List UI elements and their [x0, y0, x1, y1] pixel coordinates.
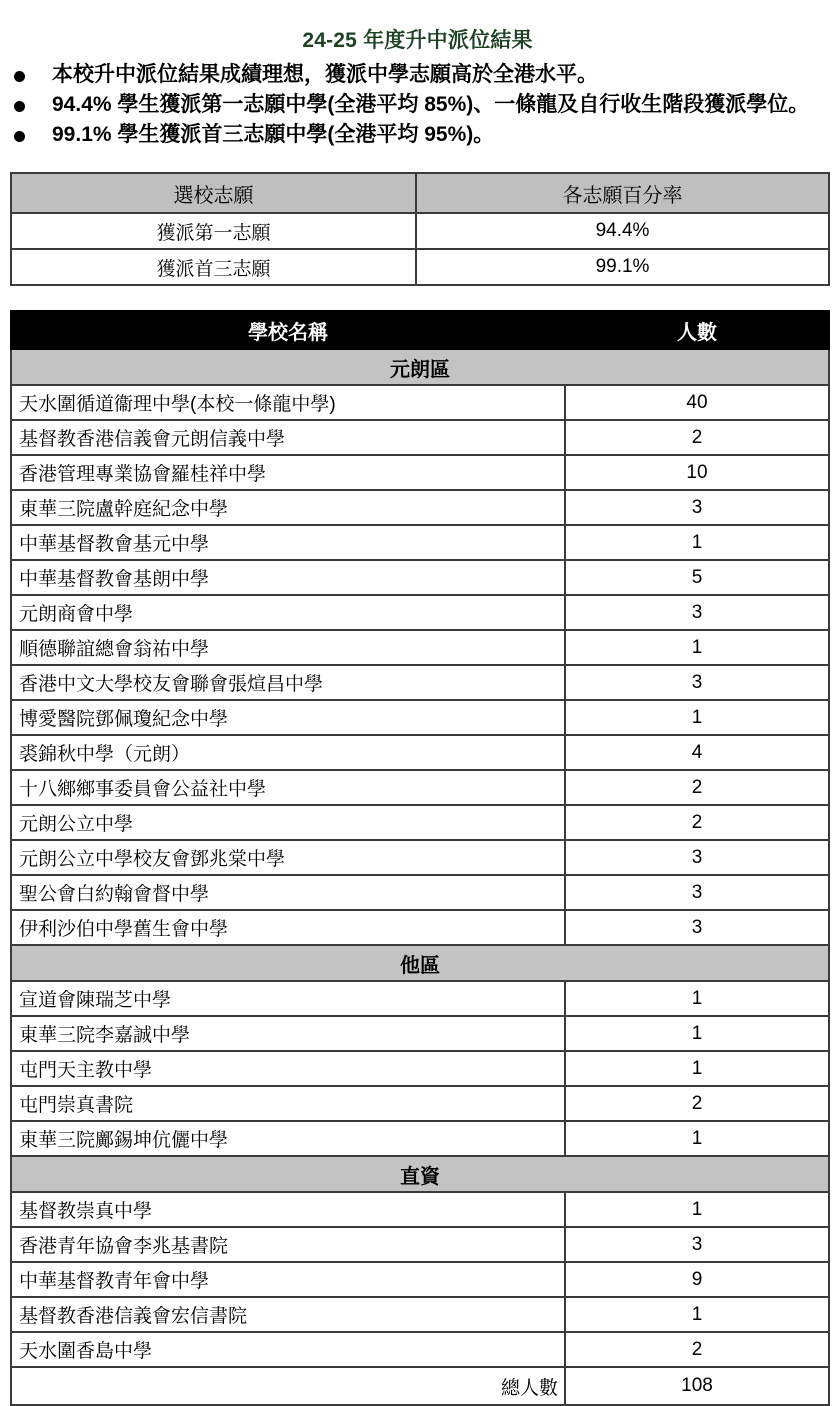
- section-title: 他區: [11, 945, 829, 981]
- cell-count: 10: [565, 455, 829, 490]
- table-row: [11, 385, 829, 420]
- table-row: [11, 630, 829, 665]
- table-row: [11, 1297, 829, 1332]
- table-row: [11, 525, 829, 560]
- summary-bullet-list: [0, 61, 835, 150]
- cell-count: 1: [565, 1016, 829, 1051]
- table-header-row: [11, 173, 829, 213]
- cell-count: 3: [565, 840, 829, 875]
- cell-school-name: 宣道會陳瑞芝中學: [11, 981, 565, 1016]
- cell-count: 40: [565, 385, 829, 420]
- bullet-dot-icon: [14, 71, 25, 82]
- table-row: [11, 910, 829, 945]
- section-title: 元朗區: [11, 349, 829, 385]
- cell-choice: 獲派首三志願: [11, 249, 416, 285]
- table-row: [11, 249, 829, 285]
- section-header-row: [11, 349, 829, 385]
- cell-count: 2: [565, 770, 829, 805]
- cell-school-name: 中華基督教青年會中學: [11, 1262, 565, 1297]
- table-row: [11, 981, 829, 1016]
- table-row: [11, 1121, 829, 1156]
- cell-count: 2: [565, 1086, 829, 1121]
- table-row: [11, 490, 829, 525]
- table-row: [11, 1086, 829, 1121]
- column-header-count: 人數: [565, 311, 829, 349]
- table-row: [11, 1051, 829, 1086]
- cell-count: 3: [565, 595, 829, 630]
- cell-count: 9: [565, 1262, 829, 1297]
- cell-count: 1: [565, 1121, 829, 1156]
- cell-count: 1: [565, 525, 829, 560]
- table-row: [11, 1227, 829, 1262]
- table-row: [11, 595, 829, 630]
- cell-school-name: 元朗公立中學校友會鄧兆棠中學: [11, 840, 565, 875]
- cell-count: 1: [565, 630, 829, 665]
- cell-school-name: 香港中文大學校友會聯會張煊昌中學: [11, 665, 565, 700]
- list-item: [0, 121, 835, 150]
- table-row: [11, 1016, 829, 1051]
- cell-count: 1: [565, 981, 829, 1016]
- bullet-text: 本校升中派位結果成績理想，獲派中學志願高於全港水平。: [52, 63, 598, 87]
- cell-school-name: 中華基督教會基元中學: [11, 525, 565, 560]
- cell-school-name: 香港青年協會李兆基書院: [11, 1227, 565, 1262]
- section-header-row: [11, 945, 829, 981]
- allocation-percentage-table: [10, 172, 830, 286]
- table-row: [11, 700, 829, 735]
- cell-school-name: 屯門崇真書院: [11, 1086, 565, 1121]
- cell-choice: 獲派第一志願: [11, 213, 416, 249]
- table-row: [11, 875, 829, 910]
- cell-school-name: 裘錦秋中學（元朗）: [11, 735, 565, 770]
- cell-count: 4: [565, 735, 829, 770]
- column-header-school-name: 學校名稱: [11, 311, 565, 349]
- table-header-row: [11, 311, 829, 349]
- total-label: 總人數: [11, 1367, 565, 1405]
- cell-school-name: 東華三院盧幹庭紀念中學: [11, 490, 565, 525]
- table-row: [11, 805, 829, 840]
- cell-school-name: 基督教崇真中學: [11, 1192, 565, 1227]
- cell-count: 3: [565, 665, 829, 700]
- table-row: [11, 1332, 829, 1367]
- table-row: [11, 1192, 829, 1227]
- table-row: [11, 455, 829, 490]
- cell-school-name: 十八鄉鄉事委員會公益社中學: [11, 770, 565, 805]
- cell-school-name: 順德聯誼總會翁祐中學: [11, 630, 565, 665]
- cell-count: 5: [565, 560, 829, 595]
- cell-school-name: 香港管理專業協會羅桂祥中學: [11, 455, 565, 490]
- section-title: 直資: [11, 1156, 829, 1192]
- table-row: [11, 770, 829, 805]
- list-item: [0, 61, 835, 90]
- cell-percent: 99.1%: [416, 249, 829, 285]
- cell-school-name: 天水圍循道衞理中學(本校一條龍中學): [11, 385, 565, 420]
- cell-school-name: 基督教香港信義會元朗信義中學: [11, 420, 565, 455]
- table-row: [11, 840, 829, 875]
- cell-count: 3: [565, 1227, 829, 1262]
- column-header-choice: 選校志願: [11, 173, 416, 213]
- cell-school-name: 屯門天主教中學: [11, 1051, 565, 1086]
- bullet-dot-icon: [14, 101, 25, 112]
- cell-count: 2: [565, 805, 829, 840]
- total-value: 108: [565, 1367, 829, 1405]
- bullet-text: 94.4% 學生獲派第一志願中學(全港平均 85%)、一條龍及自行收生階段獲派學位。: [52, 93, 810, 117]
- bullet-text: 99.1% 學生獲派首三志願中學(全港平均 95%)。: [52, 123, 495, 147]
- cell-school-name: 中華基督教會基朗中學: [11, 560, 565, 595]
- cell-count: 2: [565, 420, 829, 455]
- section-header-row: [11, 1156, 829, 1192]
- cell-school-name: 元朗商會中學: [11, 595, 565, 630]
- cell-count: 1: [565, 1051, 829, 1086]
- cell-school-name: 基督教香港信義會宏信書院: [11, 1297, 565, 1332]
- cell-count: 2: [565, 1332, 829, 1367]
- table-row: [11, 665, 829, 700]
- total-row: [11, 1367, 829, 1405]
- cell-school-name: 博愛醫院鄧佩瓊紀念中學: [11, 700, 565, 735]
- table-row: [11, 213, 829, 249]
- cell-count: 1: [565, 700, 829, 735]
- cell-school-name: 元朗公立中學: [11, 805, 565, 840]
- cell-count: 1: [565, 1192, 829, 1227]
- page-title: 24-25 年度升中派位結果: [302, 29, 533, 52]
- cell-count: 3: [565, 875, 829, 910]
- list-item: [0, 91, 835, 120]
- cell-count: 1: [565, 1297, 829, 1332]
- table-row: [11, 1262, 829, 1297]
- bullet-dot-icon: [14, 131, 25, 142]
- column-header-percent: 各志願百分率: [416, 173, 829, 213]
- cell-count: 3: [565, 910, 829, 945]
- cell-count: 3: [565, 490, 829, 525]
- table-row: [11, 560, 829, 595]
- cell-school-name: 東華三院鄺錫坤伉儷中學: [11, 1121, 565, 1156]
- cell-percent: 94.4%: [416, 213, 829, 249]
- school-allocation-table: [10, 310, 830, 1406]
- table-row: [11, 420, 829, 455]
- cell-school-name: 天水圍香島中學: [11, 1332, 565, 1367]
- cell-school-name: 聖公會白約翰會督中學: [11, 875, 565, 910]
- table-row: [11, 735, 829, 770]
- cell-school-name: 東華三院李嘉誠中學: [11, 1016, 565, 1051]
- cell-school-name: 伊利沙伯中學舊生會中學: [11, 910, 565, 945]
